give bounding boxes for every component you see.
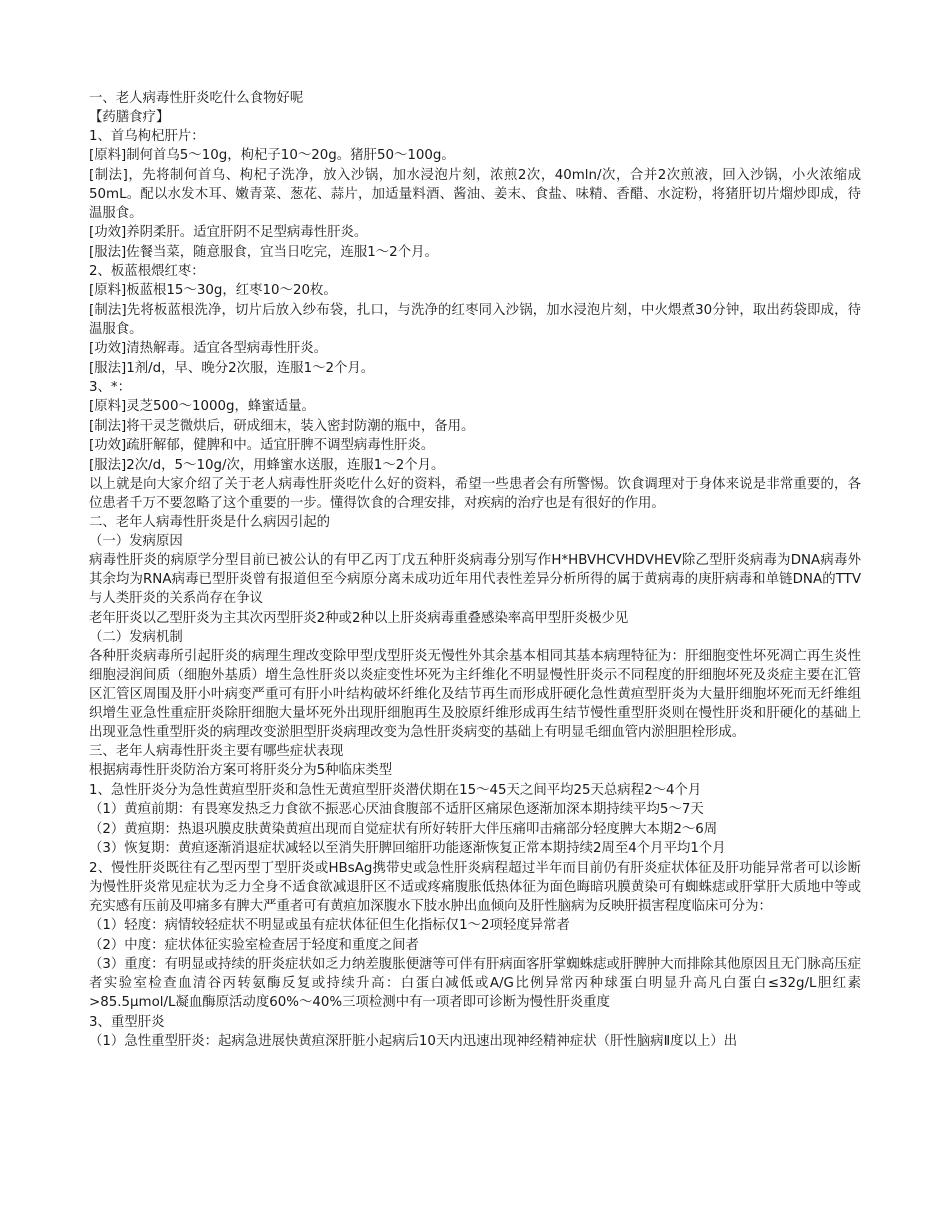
recipe-2-method: [制法]先将板蓝根洗净，切片后放入纱布袋，扎口，与洗净的红枣同入沙锅，加水浸泡片刻，中火煨煮30分钟，取出药袋即成，待温服食。 [89, 302, 861, 337]
recipe-3-method: [制法]将干灵芝微烘后，研成细末，装入密封防潮的瓶中，备用。 [89, 418, 475, 434]
recipe-1-method: [制法]，先将制何首乌、枸杞子洗净，放入沙锅，加水浸泡片刻，浓煎2次，40mln/次，合并2次煎液，回入沙锅，小火浓缩成50mL。配以水发木耳、嫩青菜、葱花、蒜片，加适量料酒、酱油、姜末、食盐、味精、香醋、水淀粉，将猪肝切片熘炒即成，待温服食。 [89, 167, 861, 221]
section-2-paragraph-3: 各种肝炎病毒所引起肝炎的病理生理改变除甲型戊型肝炎无慢性外其余基本相同其基本病理特征为：肝细胞变性坏死凋亡再生炎性细胞浸润间质（细胞外基质）增生急性肝炎以炎症变性坏死为主纤维化不明显慢性肝炎示不同程度的肝细胞坏死及炎症主要在汇管区汇管区周围及肝小叶病变严重可有肝小叶结构破坏纤维化及结节再生而形成肝硬化急性黄疸型肝炎为大量肝细胞坏死而无纤维组织增生亚急性重症肝炎除肝细胞大量坏死外出现肝细胞再生及胶原纤维形成再生结节慢性重型肝炎则在慢性肝炎和肝硬化的基础上出现亚急性重型肝炎的病理改变淤胆型肝炎病理改变为急性肝炎病变的基础上有明显毛细血管内淤胆胆栓形成。 [89, 649, 861, 740]
type-1-stage-2: （2）黄疸期：热退巩膜皮肤黄染黄疸出现而自觉症状有所好转肝大伴压痛叩击痛部分轻度脾大本期2～6周 [89, 821, 718, 837]
type-3-severe-hepatitis: 3、重型肝炎 [89, 1014, 165, 1030]
recipe-2-ingredients: [原料]板蓝根15～30g，红枣10～20枚。 [89, 283, 337, 298]
recipe-1-usage: [服法]佐餐当菜，随意服食，宜当日吃完，连服1～2个月。 [89, 244, 438, 260]
section-1-summary: 以上就是向大家介绍了关于老人病毒性肝炎吃什么好的资料，希望一些患者会有所警惕。饮食调理对于身体来说是非常重要的，各位患者千万不要忽略了这个重要的一步。懂得饮食的合理安排，对疾病的治疗也是有很好的作用。 [89, 477, 861, 511]
section-2-paragraph-2: 老年肝炎以乙型肝炎为主其次丙型肝炎2种或2种以上肝炎病毒重叠感染率高甲型肝炎极少见 [89, 610, 629, 626]
section-1-title: 一、老人病毒性肝炎吃什么食物好呢 [89, 91, 304, 106]
type-1-stage-1: （1）黄疸前期：有畏寒发热乏力食欲不振恶心厌油食腹部不适肝区痛尿色逐渐加深本期持续平均5～7天 [89, 802, 704, 817]
type-2-severe: （3）重度：有明显或持续的肝炎症状如乏力纳差腹胀便溏等可伴有肝病面客肝掌蜘蛛痣或肝脾肿大而排除其他原因且无门脉高压症者实验室检查血清谷丙转氨酶反复或持续升高：白蛋白减低或A/G比例异常丙种球蛋白明显升高凡白蛋白≤32g/L胆红素>85.5μmol/L凝血酶原活动度60%～40%三项检测中有一项者即可诊断为慢性肝炎重度 [89, 957, 861, 1010]
section-2-subtitle-mechanism: （二）发病机制 [89, 630, 183, 645]
recipe-3-usage: [服法]2次/d，5～10g/次，用蜂蜜水送服，连服1～2个月。 [89, 457, 445, 473]
section-3-intro: 根据病毒性肝炎防治方案可将肝炎分为5种临床类型 [89, 763, 393, 778]
section-2-subtitle-causes: （一）发病原因 [89, 534, 183, 549]
recipe-3-ingredients: [原料]灵芝500～1000g，蜂蜜适量。 [89, 399, 315, 414]
recipe-2-title: 2、板蓝根煨红枣： [89, 264, 205, 279]
type-1-stage-3: （3）恢复期：黄疸逐渐消退症状减轻以至消失肝脾回缩肝功能逐渐恢复正常本期持续2周至4个月平均1个月 [89, 841, 726, 856]
type-2-moderate: （2）中度：症状体征实验室检查居于轻度和重度之间者 [89, 937, 419, 953]
recipe-2-usage: [服法]1剂/d，早、晚分2次服，连服1～2个月。 [89, 360, 375, 376]
type-1-acute: 1、急性肝炎分为急性黄疸型肝炎和急性无黄疸型肝炎潜伏期在15～45天之间平均25天总病程2～4个月 [89, 782, 702, 798]
recipe-1-ingredients: [原料]制何首乌5～10g，枸杞子10～20g。猪肝50～100g。 [89, 148, 455, 163]
section-1-subtitle: 【药膳食疗】 [89, 110, 170, 125]
type-2-chronic: 2、慢性肝炎既往有乙型丙型丁型肝炎或HBsAg携带史或急性肝炎病程超过半年而目前仍有肝炎症状体征及肝功能异常者可以诊断为慢性肝炎常见症状为乏力全身不适食欲减退肝区不适或疼痛腹胀低热体征为面色晦暗巩膜黄染可有蜘蛛痣或肝掌肝大质地中等或充实感有压前及叩痛多有脾大严重者可有黄疸加深腹水下肢水肿出血倾向及肝性脑病为反映肝损害程度临床可分为： [89, 860, 861, 914]
type-2-mild: （1）轻度：病情较轻症状不明显或虽有症状体征但生化指标仅1～2项轻度异常者 [89, 918, 570, 933]
document-body [89, 89, 861, 1051]
recipe-1-effect: [功效]养阴柔肝。适宜肝阴不足型病毒性肝炎。 [89, 225, 368, 240]
section-2-paragraph-1: 病毒性肝炎的病原学分型目前已被公认的有甲乙丙丁戊五种肝炎病毒分别写作H*HBVHCVHDVHEV除乙型肝炎病毒为DNA病毒外其余均为RNA病毒已型肝炎曾有报道但至今病原分离未成功近年用代表性差异分析所得的属于黄病毒的庚肝病毒和单链DNA的TTV与人类肝炎的关系尚存在争议 [89, 553, 861, 606]
recipe-2-effect: [功效]清热解毒。适宜各型病毒性肝炎。 [89, 341, 328, 356]
recipe-3-title: 3、*： [89, 380, 131, 395]
type-3-acute-severe: （1）急性重型肝炎：起病急进展快黄疸深肝脏小起病后10天内迅速出现神经精神症状（肝性脑病Ⅱ度以上）出 [89, 1034, 738, 1049]
recipe-1-title: 1、首乌枸杞肝片： [89, 129, 205, 144]
section-3-title: 三、老年人病毒性肝炎主要有哪些症状表现 [89, 744, 344, 759]
section-2-title: 二、老年人病毒性肝炎是什么病因引起的 [89, 515, 331, 530]
recipe-3-effect: [功效]疏肝解郁，健脾和中。适宜肝脾不调型病毒性肝炎。 [89, 438, 435, 453]
